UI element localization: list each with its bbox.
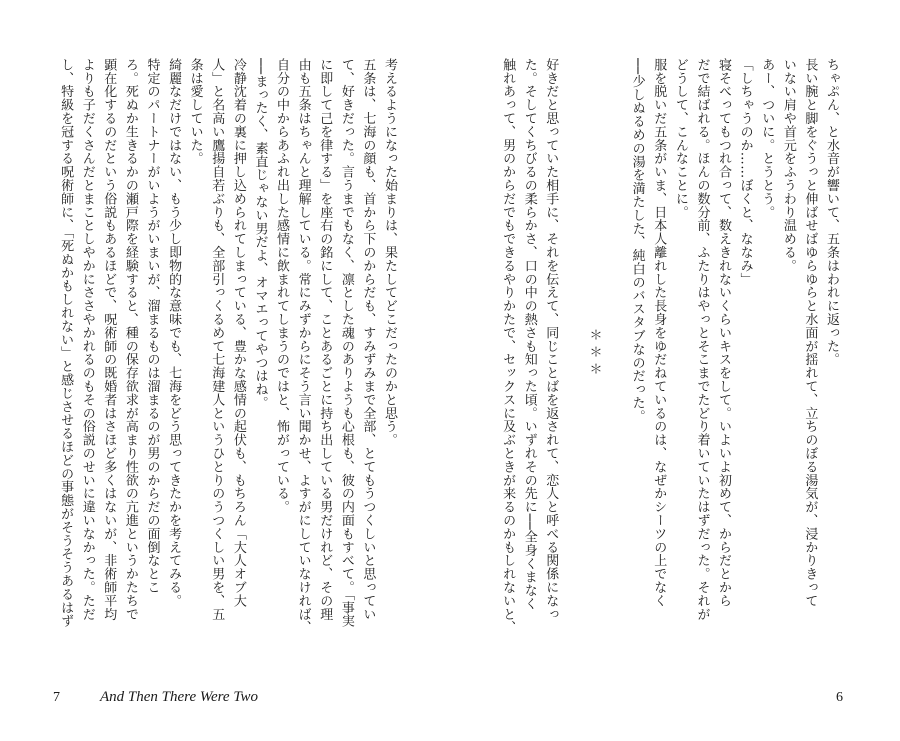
left-page-text	[50, 58, 400, 678]
page-number-left: 7	[53, 690, 60, 705]
text-line: 冷静沈着の裏に押し込められてしまっている、豊かな感情の起伏も、もちろん「大人オブ大	[230, 58, 246, 608]
text-line: 顕在化するのだという俗説もあるほどで、呪術師の既婚者はさほど多くはないが、非術師平均	[101, 58, 117, 621]
running-head: And Then There Were Two	[100, 689, 259, 705]
text-line: ──少しぬるめの湯を満たした、純白のバスタブなのだった。	[629, 58, 645, 423]
text-line: 触れあって、男のからだでもできるやりかたで、セックスに及ぶときが来るのかもしれないと、	[500, 58, 516, 635]
text-line: いない肩や首元をふうわり温める。	[780, 58, 796, 273]
blank-line	[604, 58, 626, 678]
text-line: あー、ついに。とうとう。	[759, 58, 775, 219]
text-line: ろ。死ぬか生きるかの瀬戸際を経験すると、種の保存欲求が高まり性欲の亢進というかたちで	[122, 58, 138, 621]
text-line: 考えるようになった始まりは、果たしてどこだったのかと思う。	[382, 58, 397, 447]
text-line: 条は愛していた。	[187, 58, 203, 166]
text-line: に即して己を律する」を座右の銘にして、ことあるごとに持ち出している男だけれど、その理	[317, 58, 333, 621]
text-line: 五条は、七海の顔も、首から下のからだも、すみずみまで全部、とてもうつくしいと思ってい	[360, 58, 376, 621]
text-line: だで結ばれる。ほんの数分前、ふたりはやっとそこまでたどり着いていたはずだった。それが	[694, 58, 710, 621]
text-line: た。そしてくちびるの柔らかさ、口の中の熱さも知った頃。いずれその先に──全身くまなく	[521, 58, 537, 611]
text-line: 長い腕と脚をぐうっと伸ばせばゆらゆらと水面が揺れて、立ちのぼる湯気が、浸かりきって	[802, 58, 818, 608]
text-line: ──まったく、素直じゃない男だよ、オマエってやつはね。	[252, 58, 268, 410]
text-line: どうして、こんなことに。	[672, 58, 688, 219]
text-line: て、好きだった。言うまでもなく、凛とした魂のありようも心根も、彼の内面もすべて。「事実	[338, 58, 354, 628]
blank-line	[561, 58, 583, 678]
section-break-asterisks: ＊＊＊	[586, 328, 602, 379]
text-line: よりも子だくさんだとまことしやかにささやかれるのもその俗説のせいに違いなかった。ただ	[79, 58, 95, 621]
text-line: 服を脱いだ五条がいま、日本人離れした長身をゆだねているのは、なぜかシーツの上でなく	[651, 58, 667, 608]
text-line: 寝そべってもつれ合って、数えきれないくらいキスをして。いよいよ初めて、からだとから	[716, 58, 732, 608]
text-line: 好きだと思っていた相手に、それを伝えて、同じことばを返されて、恋人と呼べる関係になっ	[543, 58, 559, 621]
text-line: し、特級を冠する呪術師に、「死ぬかもしれない」と感じさせるほどの事態がそうそうあるはず	[58, 58, 74, 628]
text-line: 特定のパートナーがいようがいまいが、溜まるものは溜まるのが男のからだの面倒なとこ	[144, 58, 160, 594]
page-number-right: 6	[836, 690, 843, 705]
right-page-text	[500, 58, 842, 678]
text-line: 綺麗なだけではない、もう少し即物的な意味でも、七海をどう思ってきたかを考えてみる。	[166, 58, 182, 608]
text-line: ちゃぷん、と水音が響いて、五条はわれに返った。	[824, 58, 839, 367]
text-line: 人」と名高い鷹揚自若ぶりも、全部引っくるめて七海建人というひとりのうつくしい男を、五	[209, 58, 225, 621]
text-line: 由も五条はちゃんと理解している。常にみずからにそう言い聞かせ、よすがにしていなければ、	[295, 58, 311, 635]
text-line: 自分の中からあふれ出した感情に飲まれてしまうのではと、怖がっている。	[274, 58, 290, 514]
text-line: 「しちゃうのか……ぼくと、ななみ」	[737, 58, 753, 286]
